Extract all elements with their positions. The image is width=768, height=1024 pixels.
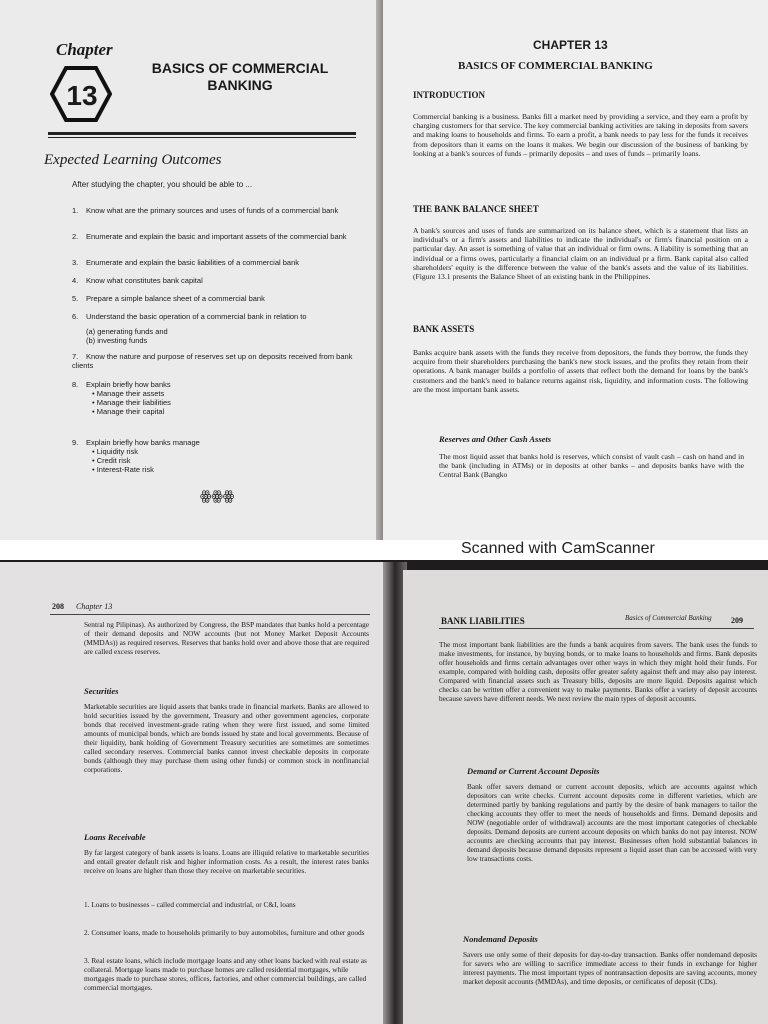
assets-paragraph: Banks acquire bank assets with the funds they receive from depositors, the funds they borrow, the funds they acquire from their shareholders purchasing the bank's new stock issues, and the profits they retain from their operations. A bank manager builds a portfolio of assets that reflect both the demand for loans by the bank's customers and the bank's need to balance returns against risk, liquidity, and information costs. The following are the most important bank assets. bbox=[413, 348, 748, 394]
title-rule bbox=[48, 132, 356, 135]
bottom-scan bbox=[0, 560, 768, 1024]
page-208 bbox=[0, 562, 385, 1024]
objective-item: 4. Know what constitutes bank capital bbox=[72, 276, 203, 285]
subsection-heading: Demand or Current Account Deposits bbox=[467, 766, 600, 776]
objective-bullet: • Interest-Rate risk bbox=[92, 465, 154, 474]
objective-item: 2. Enumerate and explain the basic and important assets of the commercial bank bbox=[72, 232, 347, 241]
ornament-icon: ꙮꙮꙮ bbox=[200, 488, 235, 503]
objective-item: 1. Know what are the primary sources and uses of funds of a commercial bank bbox=[72, 206, 339, 215]
objective-item: 5. Prepare a simple balance sheet of a commercial bank bbox=[72, 294, 265, 303]
page-left-chapter-opener bbox=[0, 0, 382, 545]
loan-type-item: 3. Real estate loans, which include mortgage loans and any other loans backed with real estate as collateral. Mortgage loans made to purchase homes are called residential mortgages, while mortgages made to purchase stores, offices, factories, and other commercial buildings, are called commercial mortgages. bbox=[84, 956, 367, 992]
nondemand-paragraph: Savers use only some of their deposits for day-to-day transaction. Banks offer nondemand deposits for savers who are willing to sacrifice immediate access to their funds in exchange for higher interest payments. The most important types of nontransaction deposits are saving accounts, money market deposit accounts (MMDAs), and time deposits, or certificates of deposit (CDs). bbox=[463, 950, 757, 986]
chapter-ref: Chapter 13 bbox=[76, 602, 113, 611]
chapter-title bbox=[130, 60, 350, 94]
securities-paragraph: Marketable securities are liquid assets that banks trade in financial markets. Banks are allowed to hold securities issued by the government, Treasury and other government agencies, corporate bonds that received investment-grade rating when they were first issued, and some limited amounts of municipal bonds, which are bonds issued by state and local governments. Because of their liquidity, bank holding of Government Treasury securities are sometimes are sometimes called secondary reserves. Commercial banks cannot invest checkable deposits in corporate bonds (although they may purchase them using other funds) or common stock in nonfinancial corporations. bbox=[84, 702, 369, 774]
section-heading: BANK LIABILITIES bbox=[441, 616, 525, 626]
outcomes-intro: After studying the chapter, you should be able to ... bbox=[72, 180, 253, 189]
section-heading: BANK ASSETS bbox=[413, 324, 475, 334]
chapter-label: CHAPTER 13 bbox=[533, 38, 608, 52]
objective-bullet: • Credit risk bbox=[92, 456, 131, 465]
chapter-title-line1: BASICS OF COMMERCIAL bbox=[151, 60, 329, 76]
header-rule bbox=[439, 628, 754, 629]
liabilities-paragraph: The most important bank liabilities are the funds a bank acquires from savers. The bank uses the funds to make investments, for instance, by buying bonds, or to make loans to households and firms. Bank deposits offer households and firms certain advantages over other ways in which they might hold their funds. For example, compared with holding cash, deposits offer greater safety against theft and may also pay interest. Compared with financial assets such as Treasury bills, deposits are more liquid. Deposits against which checks can be written offer a convenient way to make payments. Banks offer a variety of deposit accounts because savers have different needs. We next review the main types of deposit accounts. bbox=[439, 640, 757, 703]
loan-type-item: 2. Consumer loans, made to households primarily to buy automobiles, furniture and other goods bbox=[84, 928, 365, 937]
subsection-heading: Nondemand Deposits bbox=[463, 934, 538, 944]
objective-item: 8. Explain briefly how banks • Manage their assets • Manage their liabilities • Manage their capital bbox=[72, 380, 362, 416]
reserves-continued: Sentral ng Pilipinas). As authorized by Congress, the BSP mandates that banks hold a percentage of their demand deposits and NOW accounts (but not Money Market Deposit Accounts (MMDAs)) as required reserves. Reserves that banks hold over and above those that are required are called excess reserves. bbox=[84, 620, 369, 656]
reserves-paragraph: The most liquid asset that banks hold is reserves, which consist of vault cash – cash on hand and in the bank (including in ATMs) or in deposits at other banks – and deposits banks have with the Central Bank (Bangko bbox=[439, 452, 744, 480]
chapter-title-line2: BANKING bbox=[207, 77, 273, 93]
page-number: 209 bbox=[731, 616, 743, 625]
objective-bullet: • Manage their capital bbox=[92, 407, 165, 416]
objective-item: 9. Explain briefly how banks manage • Liquidity risk • Credit risk • Interest-Rate risk bbox=[72, 438, 362, 474]
title-rule-thin bbox=[48, 137, 356, 138]
subsection-heading: Loans Receivable bbox=[84, 832, 146, 842]
page-right-introduction bbox=[383, 0, 768, 545]
intro-paragraph: Commercial banking is a business. Banks fill a market need by providing a service, and they earn a profit by charging customers for that service. The key commercial banking activities are taking in deposits from savers and making loans to households and firms. To earn a profit, a bank needs to pay less for the funds it receives from depositors than it earns on the loans it makes. We begin our discussion of the business of banking by looking at a bank's sources of funds – primarily deposits – and uses of funds – primarily loans. bbox=[413, 112, 748, 158]
outcomes-heading: Expected Learning Outcomes bbox=[44, 152, 222, 168]
loan-type-item: 1. Loans to businesses – called commercial and industrial, or C&I, loans bbox=[84, 900, 296, 909]
objective-bullet: • Liquidity risk bbox=[92, 447, 138, 456]
objective-sub: (a) generating funds and bbox=[86, 327, 168, 336]
page-number: 208 bbox=[52, 602, 64, 611]
chapter-number: 13 bbox=[66, 80, 98, 111]
section-heading: INTRODUCTION bbox=[413, 90, 486, 100]
running-title: BASICS OF COMMERCIAL BANKING bbox=[458, 60, 653, 72]
subsection-heading: Reserves and Other Cash Assets bbox=[439, 434, 552, 444]
loans-paragraph: By far largest category of bank assets is loans. Loans are illiquid relative to marketable securities and entail greater default risk and higher information costs. As a result, the interest rates banks receive on loans are higher than those they receive on marketable securities. bbox=[84, 848, 369, 875]
demand-paragraph: Bank offer savers demand or current account deposits, which are accounts against which depositors can write checks. Current account deposits come in different varieties, which are determined partly by banking regulations and partly by the desire of bank managers to tailor the checking accounts they offer to meet the needs of households and firms. Demand deposits and NOW (negotiable order of withdrawal) accounts are the most important categories of checkable deposits. Demand deposits are current account deposits on which banks do not pay interest. NOW accounts are checking accounts that pay interest. Businesses often hold substantial balances in demand deposits because demand deposits represent a liquid asset than can be accessed with very low transactions costs. bbox=[467, 782, 757, 863]
objective-item: 6. Understand the basic operation of a commercial bank in relation to (a) generating funds and (b) investing funds bbox=[72, 312, 362, 345]
running-title: Basics of Commercial Banking bbox=[625, 614, 712, 622]
page-209 bbox=[403, 570, 768, 1024]
objective-sub: (b) investing funds bbox=[86, 336, 148, 345]
objective-item: 7. Know the nature and purpose of reserves set up on deposits received from bank clients bbox=[72, 352, 353, 370]
header-rule bbox=[50, 614, 370, 615]
objective-item: 3. Enumerate and explain the basic liabilities of a commercial bank bbox=[72, 258, 300, 267]
chapter-word: Chapter bbox=[56, 40, 113, 59]
objective-bullet: • Manage their assets bbox=[92, 389, 165, 398]
section-heading: THE BANK BALANCE SHEET bbox=[413, 204, 539, 214]
subsection-heading: Securities bbox=[84, 686, 119, 696]
scanner-banner: Scanned with CamScanner bbox=[0, 540, 768, 562]
objective-bullet: • Manage their liabilities bbox=[92, 398, 171, 407]
balance-paragraph: A bank's sources and uses of funds are summarized on its balance sheet, which is a statement that lists an individual's or a firm's assets and liabilities to indicate the individual's or firm's financial position on a particular day. An asset is something of value that an individual or firm owns. A liability is something that an individual or a firms owes, particularly a financial claim on an individual pr a firm. Bank capital also called shareholders' equity is the difference between the value of the bank's assets and the value of its liabilities. (Figure 13.1 presents the Balance Sheet of an existing bank in the Philippines. bbox=[413, 226, 748, 282]
